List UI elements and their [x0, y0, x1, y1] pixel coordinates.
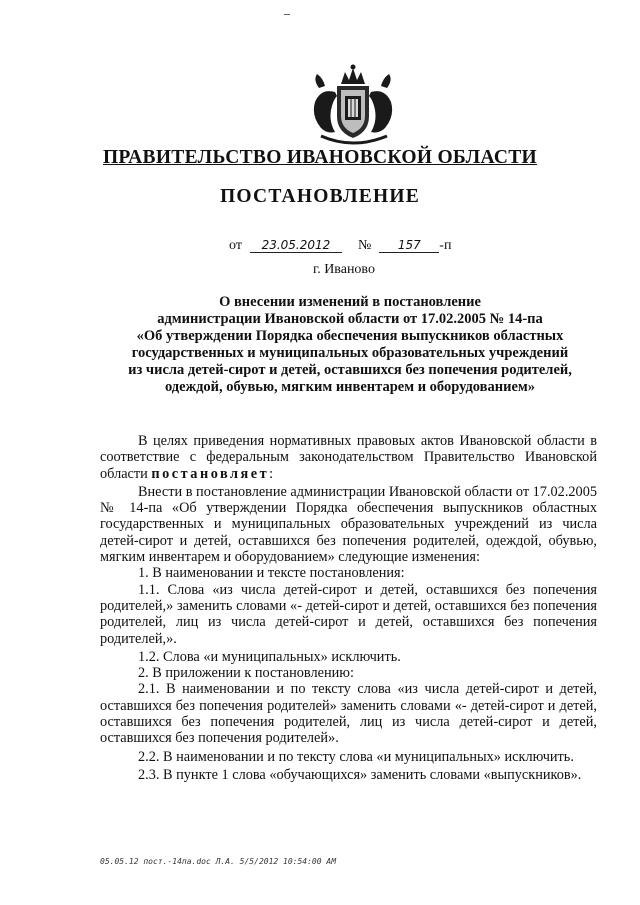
preamble-colon: : — [269, 465, 274, 482]
document-type: ПОСТАНОВЛЕНИЕ — [220, 186, 420, 207]
heading-line: О внесении изменений в постановление — [219, 294, 481, 310]
heading-line: государственных и муниципальных образовательных учреждений — [131, 345, 569, 361]
item-2-3: 2.3. В пункте 1 слова «обучающихся» заменить словами «выпускников». — [138, 766, 582, 783]
item-2-2: 2.2. В наименовании и по тексту слова «и муниципальных» исключить. — [138, 748, 574, 765]
item-1-1: 1.1. Слова «из числа детей-сирот и детей, оставшихся без попечения родителей,» заменить словами «- детей-сирот и детей, оставшихся без попечения родителей, лиц из числа детей-сирот и детей, оставшихся без попечения родителей,». — [100, 581, 597, 647]
item-2-1: 2.1. В наименовании и по тексту слова «из числа детей-сирот и детей, оставшихся без попечения родителей» заменить словами «- детей-сирот и детей, оставшихся без попечения родителей, лиц из числа детей-сирот и детей, оставшихся без попечения родителей». — [100, 681, 597, 747]
heading-line: одеждой, обувью, мягким инвентарем и оборудованием» — [164, 379, 536, 395]
heading-line: из числа детей-сирот и детей, оставшихся без попечения родителей, — [128, 362, 572, 378]
item-2: 2. В приложении к постановлению: — [138, 665, 354, 682]
resolves-word: постановляет — [151, 465, 270, 482]
number-value: 157 — [379, 238, 439, 253]
coat-of-arms-icon — [291, 62, 421, 152]
file-footer: 05.05.12 пост.-14па.doc Л.А. 5/5/2012 10:54:00 AM — [100, 857, 337, 866]
date-number-line — [229, 238, 451, 254]
number-suffix: -п — [439, 238, 452, 253]
heading-line: администрации Ивановской области от 17.02.2005 № 14-па — [157, 311, 543, 327]
scan-mark — [284, 14, 290, 15]
government-title: ПРАВИТЕЛЬСТВО ИВАНОВСКОЙ ОБЛАСТИ — [102, 147, 538, 168]
paragraph-preamble — [100, 433, 597, 482]
preamble-text: В целях приведения нормативных правовых актов Ивановской области в соответствие с федеральным законодательством Правительство Ивановской области — [100, 433, 597, 482]
date-value: 23.05.2012 — [250, 238, 342, 253]
item-1: 1. В наименовании и тексте постановления: — [138, 565, 405, 582]
document-body — [100, 433, 597, 783]
date-prefix: от — [229, 238, 242, 253]
item-1-2: 1.2. Слова «и муниципальных» исключить. — [138, 648, 401, 665]
heading-line: «Об утверждении Порядка обеспечения выпускников областных — [136, 328, 564, 344]
number-prefix: № — [357, 238, 372, 253]
city: г. Иваново — [313, 262, 375, 277]
paragraph-main: Внести в постановление администрации Ивановской области от 17.02.2005 № 14-па «Об утверждении Порядка обеспечения выпускников областных государственных и муниципальных образовательных учреждений из числа детей-сирот и детей, оставшихся без попечения родителей, одеждой, обувью, мягким инвентарем и оборудованием» следующие изменения: — [100, 483, 597, 566]
document-heading — [100, 294, 600, 396]
